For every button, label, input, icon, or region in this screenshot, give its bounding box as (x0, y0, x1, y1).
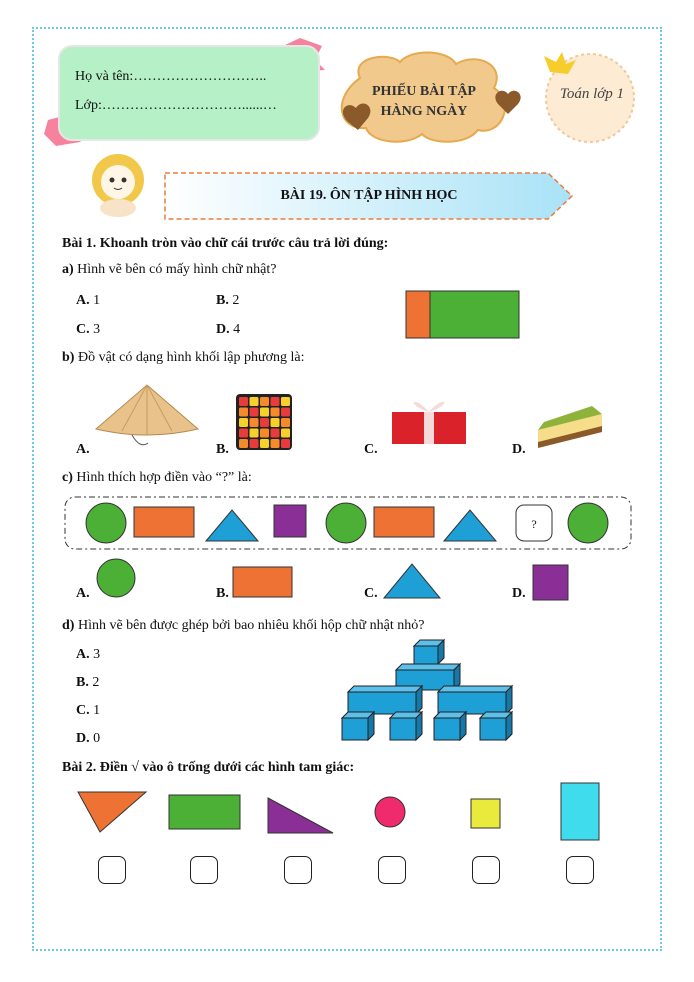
option-b-C[interactable]: C. (364, 442, 378, 457)
question-c: c) Hình thích hợp điền vào “?” là: (62, 470, 252, 485)
rubik-cube-image (232, 390, 298, 456)
answer-box-6[interactable] (566, 856, 594, 884)
option-a-B[interactable]: B. 2 (216, 293, 240, 308)
student-info-box (58, 45, 320, 141)
option-c-B[interactable]: B. (216, 586, 229, 601)
answer-box-1[interactable] (98, 856, 126, 884)
option-c-C[interactable]: C. (364, 586, 378, 601)
option-c-A[interactable]: A. (76, 586, 90, 601)
cuboid-block (348, 686, 422, 714)
name-field[interactable]: Họ và tên:……………………….. (75, 69, 267, 84)
option-a-C[interactable]: C. 3 (76, 322, 101, 337)
cuboid-block (434, 712, 466, 740)
cake-slice-image (530, 400, 610, 456)
cat-mascot-icon (86, 152, 150, 218)
rectangles-figure (405, 290, 521, 340)
question-d: d) Hình vẽ bên được ghép bởi bao nhiêu khối hộp chữ nhật nhỏ? (62, 618, 425, 633)
subject-label: Toán lớp 1 (559, 86, 625, 102)
option-b-A[interactable]: A. (76, 442, 90, 457)
cuboid-block (342, 712, 374, 740)
answer-box-5[interactable] (472, 856, 500, 884)
option-c-D-shape (532, 564, 570, 602)
option-c-B-shape (232, 566, 294, 600)
option-d-B[interactable]: B. 2 (76, 675, 100, 690)
ex2-purple-triangle (266, 796, 336, 836)
cuboid-block (480, 712, 512, 740)
option-a-A[interactable]: A. 1 (76, 293, 101, 308)
option-d-D[interactable]: D. 0 (76, 731, 101, 746)
gift-box-image (384, 394, 474, 456)
option-c-A-shape (96, 558, 138, 600)
conical-hat-image (92, 383, 202, 453)
exercise2-title: Bài 2. Điền √ vào ô trống dưới các hình tam giác: (62, 760, 355, 775)
cuboid-block (390, 712, 422, 740)
lesson-title: BÀI 19. ÔN TẬP HÌNH HỌC (280, 188, 458, 203)
option-b-D[interactable]: D. (512, 442, 526, 457)
option-c-C-shape (382, 560, 442, 600)
ex2-yellow-square (470, 798, 502, 830)
ex2-green-rectangle (168, 794, 242, 832)
class-field[interactable]: Lớp:…………………………......… (75, 98, 277, 113)
answer-box-4[interactable] (378, 856, 406, 884)
option-d-A[interactable]: A. 3 (76, 647, 101, 662)
option-a-D[interactable]: D. 4 (216, 322, 241, 337)
exercise1-title: Bài 1. Khoanh tròn vào chữ cái trước câu trả lời đúng: (62, 236, 389, 251)
ex2-orange-triangle (76, 790, 148, 834)
ex2-cyan-rectangle (560, 782, 602, 842)
option-b-B[interactable]: B. (216, 442, 229, 457)
option-d-C[interactable]: C. 1 (76, 703, 101, 718)
question-a: a) Hình vẽ bên có mấy hình chữ nhật? (62, 262, 277, 277)
unknown-shape-marker: ? (531, 517, 537, 531)
question-b: b) Đồ vật có dạng hình khối lập phương là: (62, 350, 305, 365)
block-structure-figure (340, 638, 520, 742)
cuboid-block (438, 686, 512, 714)
worksheet-title-line1: PHIẾU BÀI TẬP (372, 84, 476, 99)
answer-box-3[interactable] (284, 856, 312, 884)
cuboid-block (414, 640, 444, 664)
worksheet-title-line2: HÀNG NGÀY (380, 104, 468, 119)
ex2-pink-circle (374, 796, 408, 830)
option-c-D[interactable]: D. (512, 586, 526, 601)
answer-box-2[interactable] (190, 856, 218, 884)
